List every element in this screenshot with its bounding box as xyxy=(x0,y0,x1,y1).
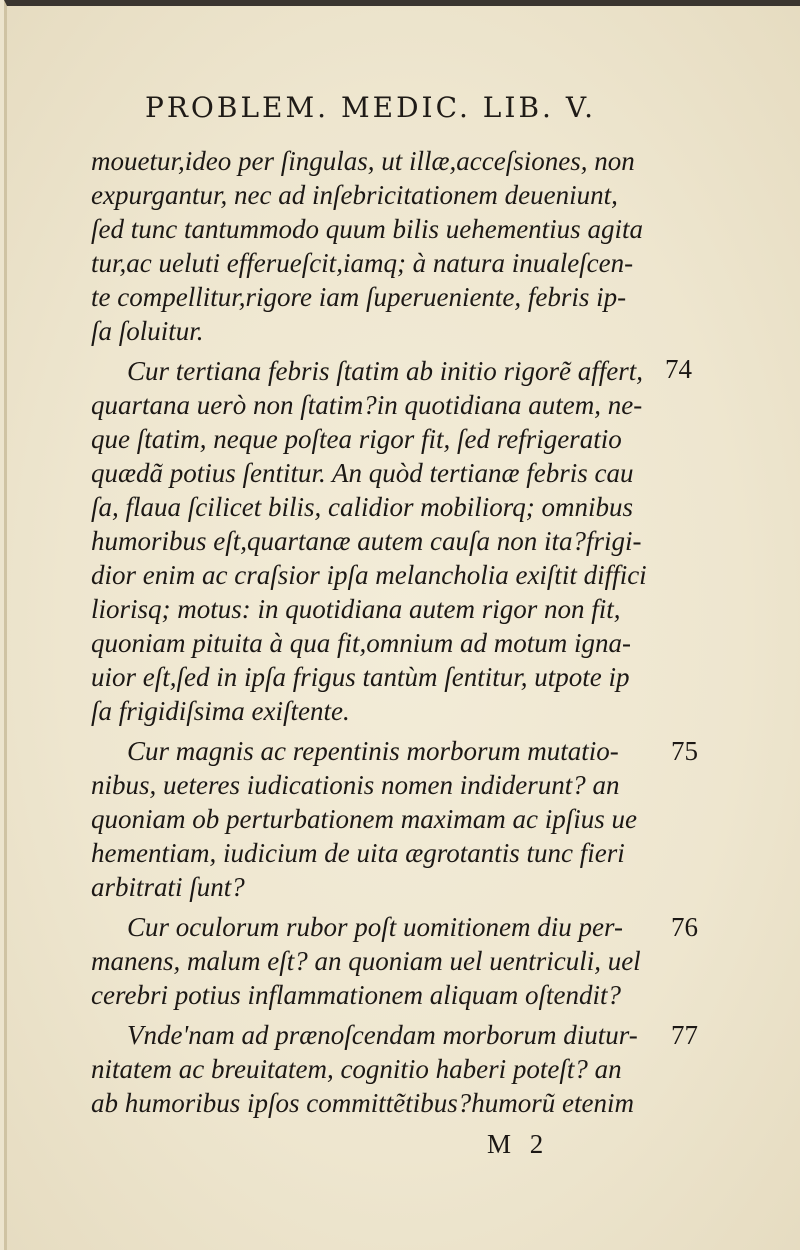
text-line: te compellitur,rigore iam ſuperueniente, febris ip- xyxy=(91,282,627,312)
text-line: quoniam pituita à qua fit,omnium ad motum igna- xyxy=(91,628,631,658)
text-line: liorisq; motus: in quotidiana autem rigor non fit, xyxy=(91,594,621,624)
text-line: nitatem ac breuitatem, cognitio haberi poteſt? an xyxy=(91,1054,622,1084)
text-line: nibus, ueteres iudicationis nomen indiderunt? an xyxy=(91,770,620,800)
text-line: ſa ſoluitur. xyxy=(91,316,204,346)
text-line: Cur tertiana febris ſtatim ab initio rigorẽ affert, xyxy=(127,356,644,386)
text-line: humoribus eſt,quartanæ autem cauſa non ita?frigi- xyxy=(91,526,642,556)
text-line: Cur magnis ac repentinis morborum mutatio- xyxy=(127,736,619,766)
text-line: expurgantur, nec ad inſebricitationem deueniunt, xyxy=(91,180,618,210)
text-line: manens, malum eſt? an quoniam uel uentriculi, uel xyxy=(91,946,641,976)
signature-mark: M 2 xyxy=(487,1129,550,1159)
text-line: que ſtatim, neque poſtea rigor fit, ſed refrigeratio xyxy=(91,424,622,454)
margin-number: 75 xyxy=(671,736,698,766)
text-line: arbitrati ſunt? xyxy=(91,872,245,902)
text-line: tur,ac ueluti efferueſcit,iamq; à natura inualeſcen- xyxy=(91,248,634,278)
text-line: ſa frigidiſsima exiſtente. xyxy=(91,696,350,726)
text-line: hementiam, iudicium de uita ægrotantis tunc fieri xyxy=(91,838,625,868)
text-line: ſa, flaua ſcilicet bilis, calidior mobiliorq; omnibus xyxy=(91,492,633,522)
text-line: quædã potius ſentitur. An quòd tertianæ febris cau xyxy=(91,458,634,488)
text-line: Vnde'nam ad prænoſcendam morborum diutur- xyxy=(127,1020,638,1050)
running-header: PROBLEM. MEDIC. LIB. V. xyxy=(145,91,597,124)
text-line: ſed tunc tantummodo quum bilis uehementius agita xyxy=(91,214,643,244)
text-line: uior eſt,ſed in ipſa frigus tantùm ſentitur, utpote ip xyxy=(91,662,630,692)
margin-number: 76 xyxy=(671,912,698,942)
page xyxy=(4,0,800,1250)
margin-number: 77 xyxy=(671,1020,698,1050)
text-line: ab humoribus ipſos committẽtibus?humorũ etenim xyxy=(91,1088,634,1118)
margin-number: 74 xyxy=(665,354,692,384)
text-line: cerebri potius inflammationem aliquam oſtendit? xyxy=(91,980,621,1010)
text-line: quartana uerò non ſtatim?in quotidiana autem, ne- xyxy=(91,390,643,420)
text-line: quoniam ob perturbationem maximam ac ipſius ue xyxy=(91,804,637,834)
text-line: Cur oculorum rubor poſt uomitionem diu per- xyxy=(127,912,623,942)
text-line: mouetur,ideo per ſingulas, ut illæ,acceſsiones, non xyxy=(91,146,635,176)
text-line: dior enim ac craſsior ipſa melancholia exiſtit diffici xyxy=(91,560,647,590)
